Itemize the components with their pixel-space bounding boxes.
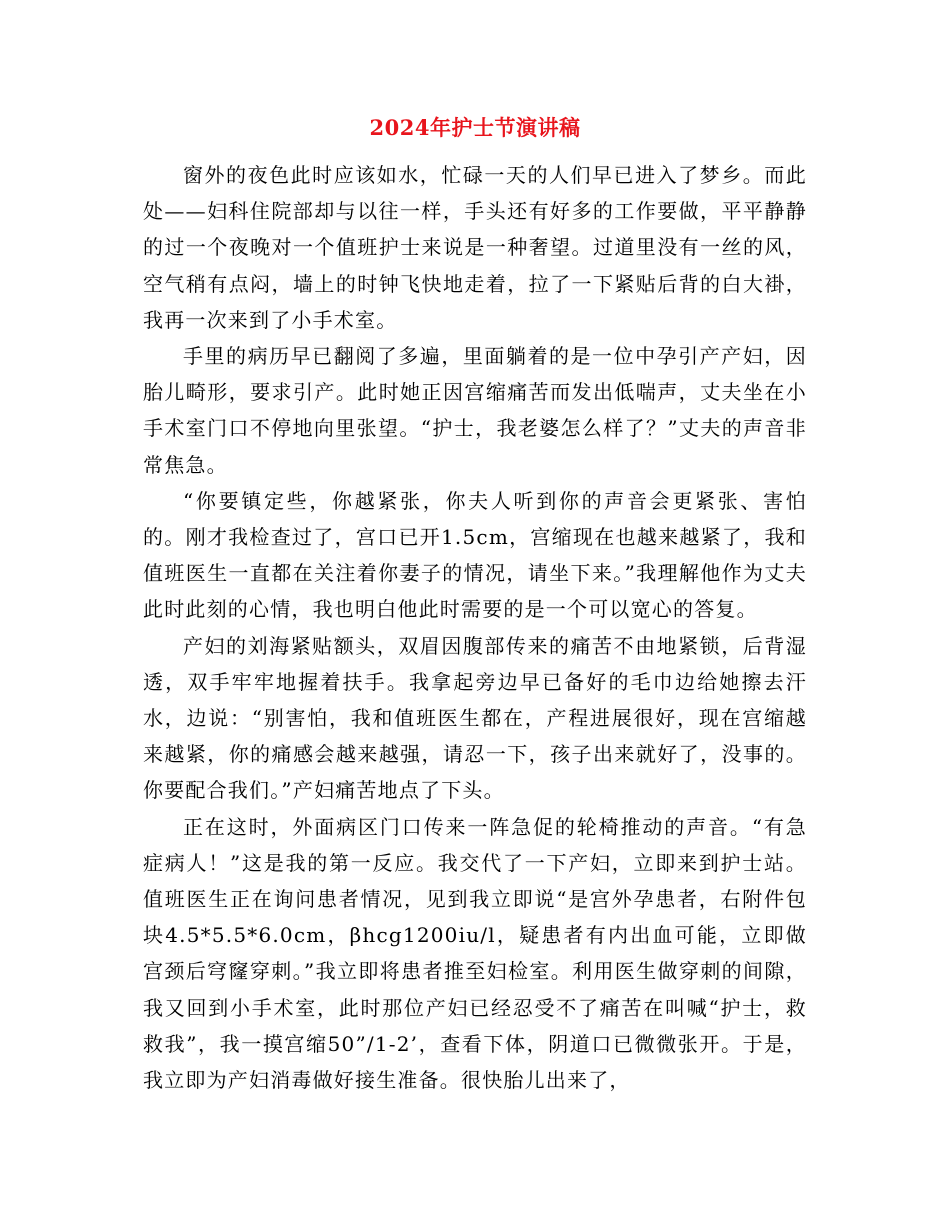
paragraph-4: 产妇的刘海紧贴额头，双眉因腹部传来的痛苦不由地紧锁，后背湿透，双手牢牢地握着扶手。我拿起旁边早已备好的毛巾边给她擦去汗水，边说：“别害怕，我和值班医生都在，产程进展很好，现在宫缩越来越紧，你的痛感会越来越强，请忍一下，孩子出来就好了，没事的。你要配合我们。”产妇痛苦地点了下头。 [143,633,807,803]
paragraph-2: 手里的病历早已翻阅了多遍，里面躺着的是一位中孕引产产妇，因胎儿畸形，要求引产。此时她正因宫缩痛苦而发出低喘声，丈夫坐在小手术室门口不停地向里张望。“护士，我老婆怎么样了？”丈夫的声音非常焦急。 [143,344,807,477]
document-title: 2024年护士节演讲稿 [369,115,581,140]
paragraph-3: “你要镇定些，你越紧张，你夫人听到你的声音会更紧张、害怕的。刚才我检查过了，宫口已开1.5cm，宫缩现在也越来越紧了，我和值班医生一直都在关注着你妻子的情况，请坐下来。”我理解他作为丈夫此时此刻的心情，我也明白他此时需要的是一个可以宽心的答复。 [143,488,807,622]
paragraph-1: 窗外的夜色此时应该如水，忙碌一天的人们早已进入了梦乡。而此处——妇科住院部却与以往一样，手头还有好多的工作要做，平平静静的过一个夜晚对一个值班护士来说是一种奢望。过道里没有一丝的风，空气稍有点闷，墙上的时钟飞快地走着，拉了一下紧贴后背的白大褂，我再一次来到了小手术室。 [143,163,807,332]
document-body [143,157,807,1098]
paragraph-5: 正在这时，外面病区门口传来一阵急促的轮椅推动的声音。“有急症病人！”这是我的第一反应。我交代了一下产妇，立即来到护士站。值班医生正在询问患者情况，见到我立即说“是宫外孕患者，右附件包块4.5*5.5*6.0cm，βhcg1200iu/l，疑患者有内出血可能，立即做宫颈后穹窿穿刺。”我立即将患者推至妇检室。利用医生做穿刺的间隙，我又回到小手术室，此时那位产妇已经忍受不了痛苦在叫喊“护士，救救我”，我一摸宫缩50”/1-2’，查看下体，阴道口已微微张开。于是，我立即为产妇消毒做好接生准备。很快胎儿出来了， [143,814,807,1093]
